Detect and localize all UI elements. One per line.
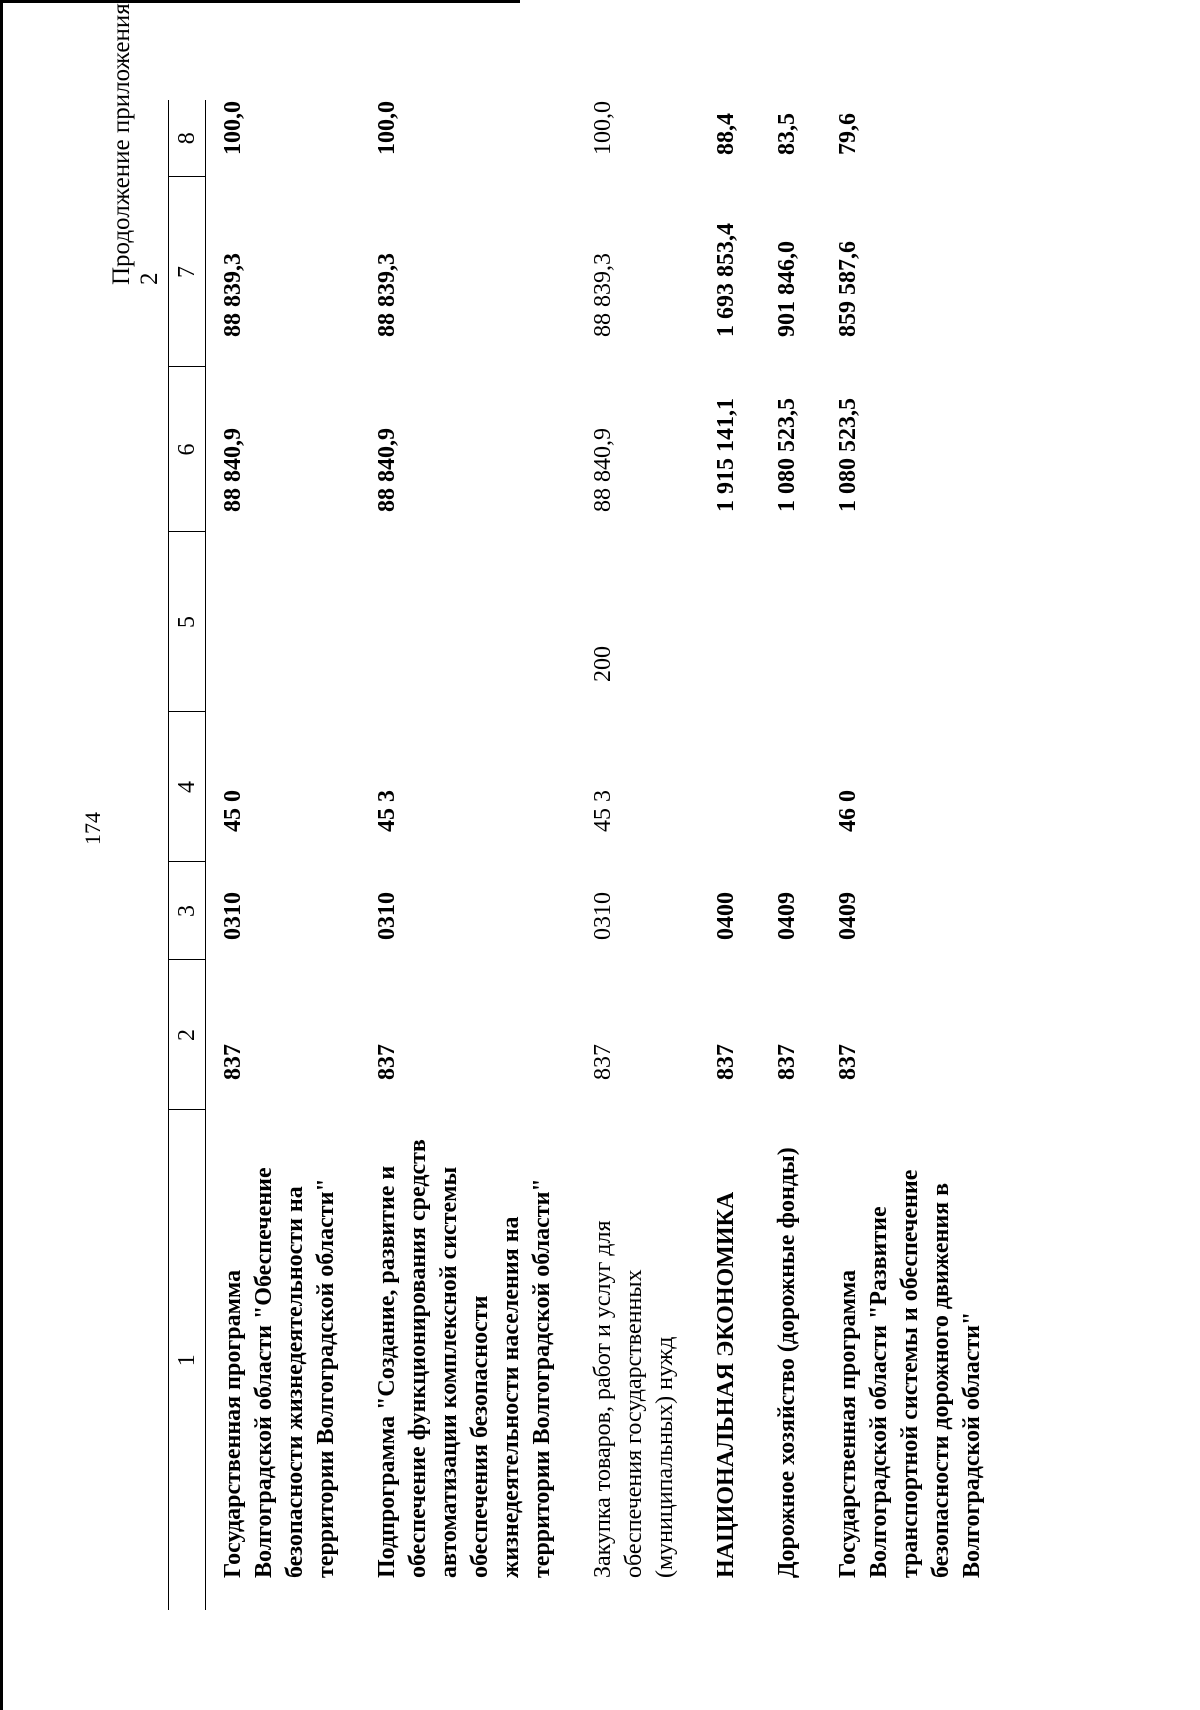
- cell-col3: 0400: [713, 892, 739, 940]
- cell-col5: [821, 532, 1006, 712]
- column-header: 3: [169, 862, 206, 960]
- cell-col6: 88 840,9: [590, 428, 616, 512]
- cell-col7: 88 839,3: [220, 253, 246, 337]
- column-header: 5: [169, 532, 206, 712]
- cell-col4: 45 3: [374, 790, 400, 832]
- row-name: Закупка товаров, работ и услуг для обеспечения государственных (муниципальных) нужд: [590, 1220, 678, 1578]
- cell-col8: 100,0: [374, 101, 400, 155]
- table-header-row: [169, 100, 206, 1610]
- cell-col3: 0409: [835, 892, 861, 940]
- table-row: [760, 100, 821, 1610]
- cell-col6: 1 080 523,5: [774, 398, 800, 512]
- row-name: Подпрограмма "Создание, развитие и обеспечение функционирования средств автоматизации комплексной системы обеспечения безопасности жизнедеятельности населения на территории Волгоградской области": [374, 1139, 555, 1578]
- cell-col7: 859 587,6: [835, 241, 861, 337]
- cell-col2: 837: [774, 1044, 800, 1080]
- budget-table: [168, 100, 1006, 1610]
- column-header: 2: [169, 960, 206, 1110]
- column-header: 1: [169, 1110, 206, 1610]
- cell-col4: 45 3: [590, 790, 616, 832]
- row-name: НАЦИОНАЛЬНАЯ ЭКОНОМИКА: [713, 1191, 739, 1578]
- cell-col4: [760, 712, 821, 862]
- table-row: [699, 100, 760, 1610]
- cell-col7: 88 839,3: [590, 253, 616, 337]
- row-name: Дорожное хозяйство (дорожные фонды): [774, 1147, 800, 1578]
- cell-col7: 1 693 853,4: [713, 223, 739, 337]
- cell-col8: 100,0: [590, 101, 616, 155]
- cell-col2: 837: [220, 1044, 246, 1080]
- cell-col7: 901 846,0: [774, 241, 800, 337]
- cell-col7: 88 839,3: [374, 253, 400, 337]
- cell-col6: 1 915 141,1: [713, 398, 739, 512]
- cell-col2: 837: [835, 1044, 861, 1080]
- table-row: [206, 100, 361, 1610]
- cell-col8: 88,4: [713, 113, 739, 155]
- column-header: 7: [169, 177, 206, 367]
- column-header: 8: [169, 100, 206, 177]
- table-row: [360, 100, 576, 1610]
- table-row: [576, 100, 699, 1610]
- cell-col2: 837: [374, 1044, 400, 1080]
- cell-col4: 45 0: [220, 790, 246, 832]
- continuation-label: Продолжение приложения 2: [108, 3, 163, 285]
- cell-col6: 88 840,9: [220, 428, 246, 512]
- cell-col8: 79,6: [835, 113, 861, 155]
- cell-col5: [360, 532, 576, 712]
- cell-col2: 837: [590, 1044, 616, 1080]
- cell-col3: 0310: [220, 892, 246, 940]
- row-name: Государственная программа Волгоградской области "Обеспечение безопасности жизнедеятельности на территории Волгоградской области": [220, 1167, 339, 1578]
- cell-col5: 200: [590, 646, 616, 682]
- row-name: Государственная программа Волгоградской области "Развитие транспортной системы и обеспечение безопасности дорожного движения в Волгоградской области": [835, 1169, 985, 1578]
- cell-col5: [206, 532, 361, 712]
- column-header: 4: [169, 712, 206, 862]
- cell-col8: 100,0: [220, 101, 246, 155]
- cell-col6: 1 080 523,5: [835, 398, 861, 512]
- cell-col5: [760, 532, 821, 712]
- cell-col2: 837: [713, 1044, 739, 1080]
- cell-col6: 88 840,9: [374, 428, 400, 512]
- cell-col3: 0310: [374, 892, 400, 940]
- table-row: [821, 100, 1006, 1610]
- cell-col4: [699, 712, 760, 862]
- cell-col3: 0310: [590, 892, 616, 940]
- cell-col8: 83,5: [774, 113, 800, 155]
- cell-col5: [699, 532, 760, 712]
- cell-col4: 46 0: [835, 790, 861, 832]
- column-header: 6: [169, 367, 206, 532]
- cell-col3: 0409: [774, 892, 800, 940]
- page-number: 174: [80, 812, 105, 845]
